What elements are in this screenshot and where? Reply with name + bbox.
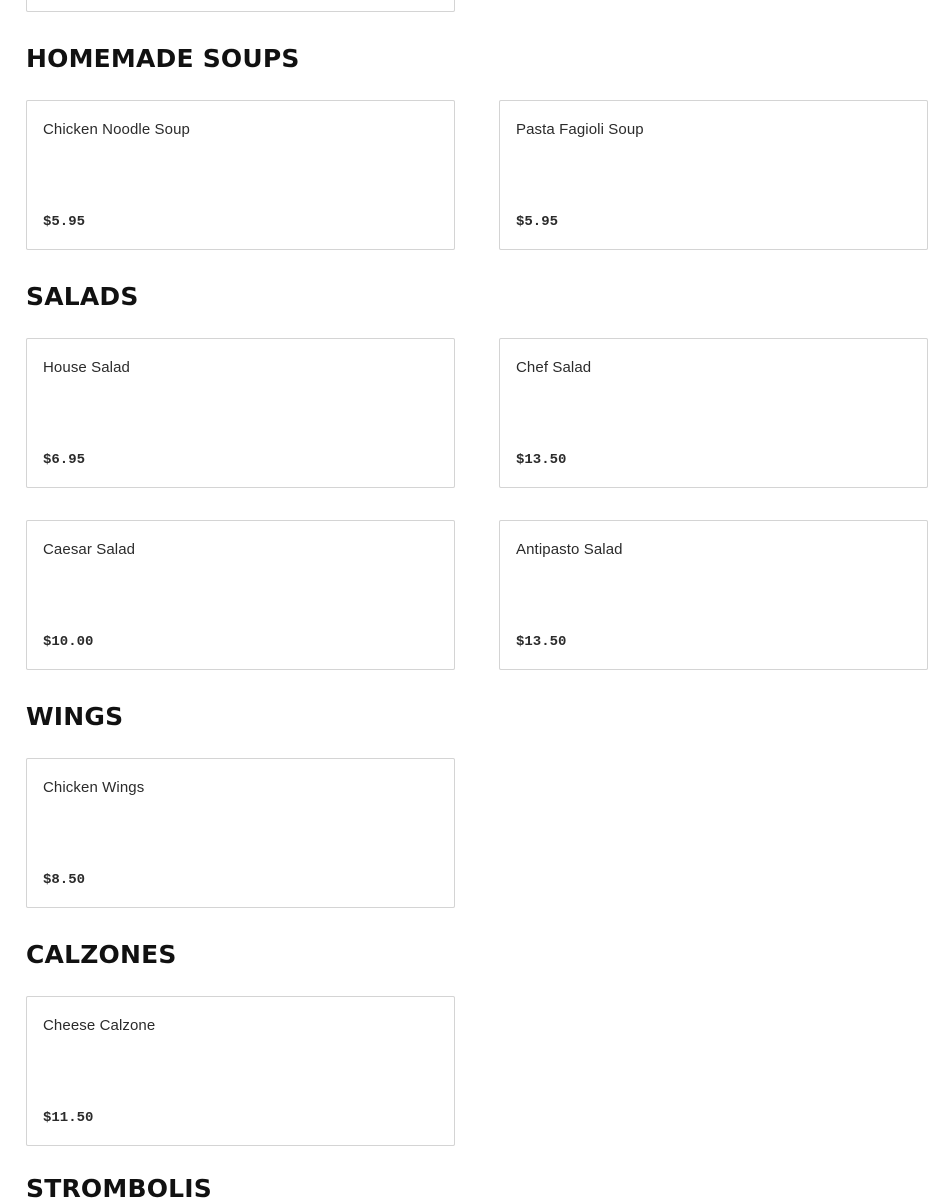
menu-item-name: Chicken Noodle Soup	[43, 121, 190, 138]
menu-item-name: Chicken Wings	[43, 779, 145, 796]
menu-item-name: Chef Salad	[516, 359, 592, 376]
section-heading-wings: WINGS	[26, 702, 124, 731]
menu-item-name: Antipasto Salad	[516, 541, 623, 558]
menu-item-price: $5.95	[43, 214, 86, 230]
menu-item-price: $6.95	[43, 452, 86, 468]
menu-item-name: Pasta Fagioli Soup	[516, 121, 644, 138]
menu-item-price: $10.00	[43, 634, 94, 650]
menu-item-card[interactable]	[26, 100, 455, 250]
menu-item-name: House Salad	[43, 359, 130, 376]
menu-item-card[interactable]	[26, 758, 455, 908]
menu-item-card[interactable]	[499, 100, 928, 250]
menu-item-card[interactable]	[26, 520, 455, 670]
menu-item-price: $13.50	[516, 634, 567, 650]
menu-item-price: $8.50	[43, 872, 86, 888]
menu-item-price: $5.95	[516, 214, 559, 230]
section-heading-salads: SALADS	[26, 282, 139, 311]
menu-item-price: $11.50	[43, 1110, 94, 1126]
menu-item-card[interactable]	[499, 338, 928, 488]
menu-item-card[interactable]	[499, 520, 928, 670]
section-heading-calzones: CALZONES	[26, 940, 177, 969]
menu-item-card-partial[interactable]	[26, 0, 455, 12]
menu-item-card[interactable]	[26, 338, 455, 488]
section-heading-strombolis: STROMBOLIS	[26, 1174, 212, 1199]
section-heading-soups: HOMEMADE SOUPS	[26, 44, 300, 73]
menu-item-price: $13.50	[516, 452, 567, 468]
menu-item-name: Caesar Salad	[43, 541, 136, 558]
menu-item-name: Cheese Calzone	[43, 1017, 156, 1034]
menu-item-card[interactable]	[26, 996, 455, 1146]
